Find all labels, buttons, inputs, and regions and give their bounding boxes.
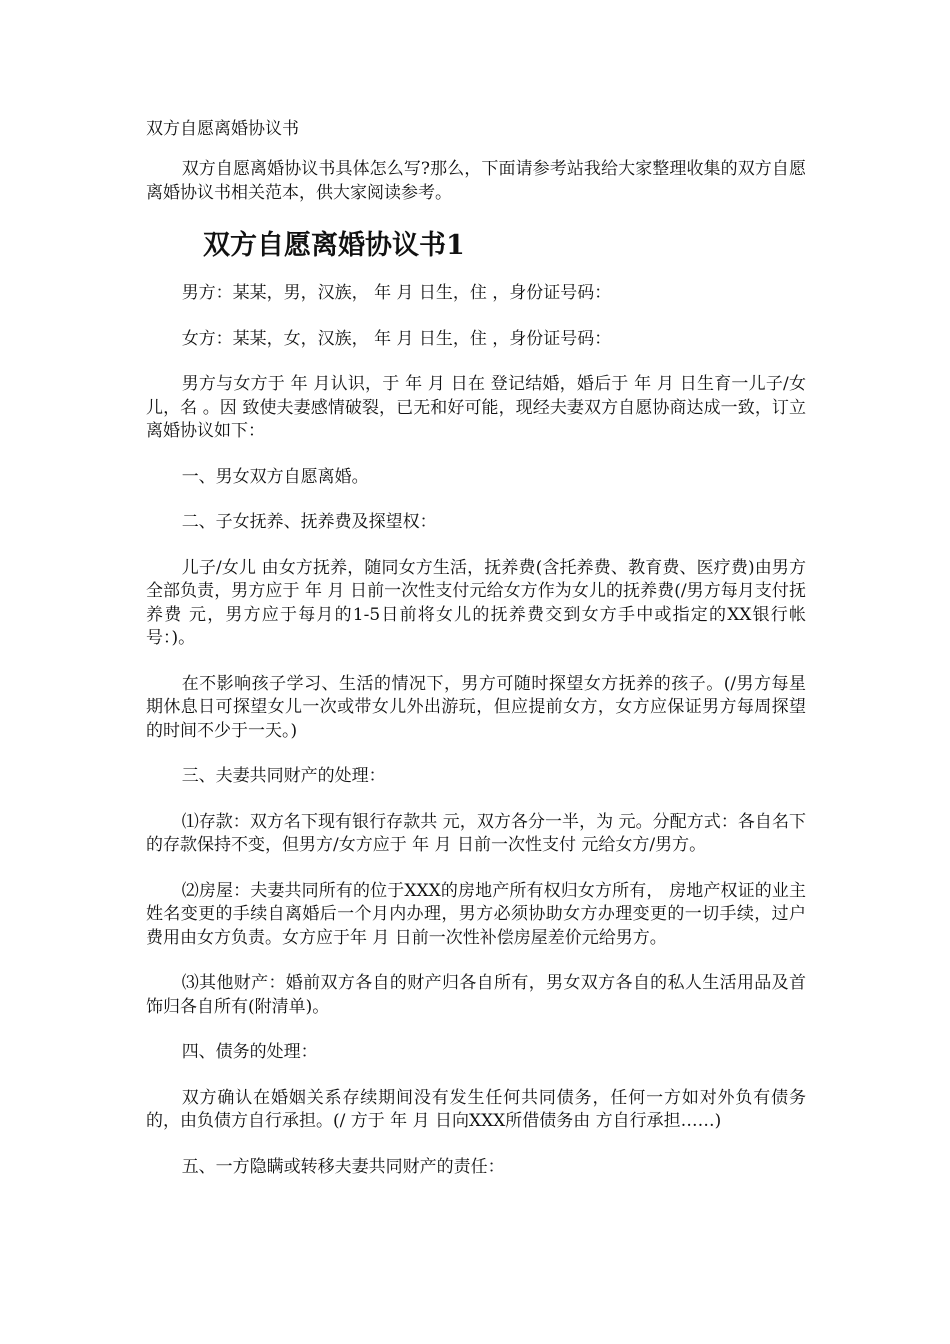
husband-info-paragraph: 男方：某某，男，汉族， 年 月 日生，住 ，身份证号码： — [181, 283, 612, 303]
marriage-background-paragraph: 男方与女方于 年 月认识，于 年 月 日在 登记结婚，婚后于 年 月 日生育一儿子/女儿，名 。因 致使夫妻感情破裂，已无和好可能，现经夫妻双方自愿协商达成一致，订立离婚协议如下： — [146, 374, 806, 441]
agreement-body — [146, 282, 806, 1201]
section-heading-concealment: 五、一方隐瞒或转移夫妻共同财产的责任： — [181, 1156, 505, 1177]
section-heading-debts: 四、债务的处理： — [181, 1042, 318, 1062]
intro-paragraph: 双方自愿离婚协议书具体怎么写?那么，下面请参考站我给大家整理收集的双方自愿离婚协议书相关范本，供大家阅读参考。 — [146, 159, 806, 203]
section-heading-property: 三、夫妻共同财产的处理： — [181, 766, 386, 786]
debts-paragraph: 双方确认在婚姻关系存续期间没有发生任何共同债务，任何一方如对外负有债务的，由负债方自行承担。(/ 方于 年 月 日向XXX所借债务由 方自行承担……) — [146, 1087, 806, 1131]
section-heading-divorce: 一、男女双方自愿离婚。 — [181, 466, 369, 487]
document-label: 双方自愿离婚协议书 — [146, 119, 299, 139]
other-property-paragraph: ⑶其他财产：婚前双方各自的财产归各自所有，男女双方各自的私人生活用品及首饰归各自所有(附清单)。 — [146, 973, 806, 1017]
document-title: 双方自愿离婚协议书1 — [203, 230, 465, 261]
wife-info-paragraph: 女方：某某，女，汉族， 年 月 日生，住 ，身份证号码： — [181, 328, 612, 349]
child-support-paragraph: 儿子/女儿 由女方抚养，随同女方生活，抚养费(含托养费、教育费、医疗费)由男方全部负责，男方应于 年 月 日前一次性支付元给女方作为女儿的抚养费(/男方每月支付抚养费 元，男方应于每月的1-5日前将女儿的抚养费交到女方手中或指定的XX银行帐号：)。 — [146, 557, 806, 648]
savings-paragraph: ⑴存款：双方名下现有银行存款共 元，双方各分一半，为 元。分配方式：各自名下的存款保持不变，但男方/女方应于 年 月 日前一次性支付 元给女方/男方。 — [146, 811, 806, 855]
intro-section — [146, 158, 806, 205]
visitation-paragraph: 在不影响孩子学习、生活的情况下，男方可随时探望女方抚养的孩子。(/男方每星期休息日可探望女儿一次或带女儿外出游玩，但应提前女方，女方应保证男方每周探望的时间不少于一天。) — [146, 673, 806, 741]
section-heading-child-custody: 二、子女抚养、抚养费及探望权： — [181, 512, 437, 532]
house-paragraph: ⑵房屋：夫妻共同所有的位于XXX的房地产所有权归女方所有， 房地产权证的业主姓名变更的手续自离婚后一个月内办理，男方必须协助女方办理变更的一切手续，过户费用由女方负责。女方应于年 月 日前一次性补偿房屋差价元给男方。 — [146, 880, 806, 948]
